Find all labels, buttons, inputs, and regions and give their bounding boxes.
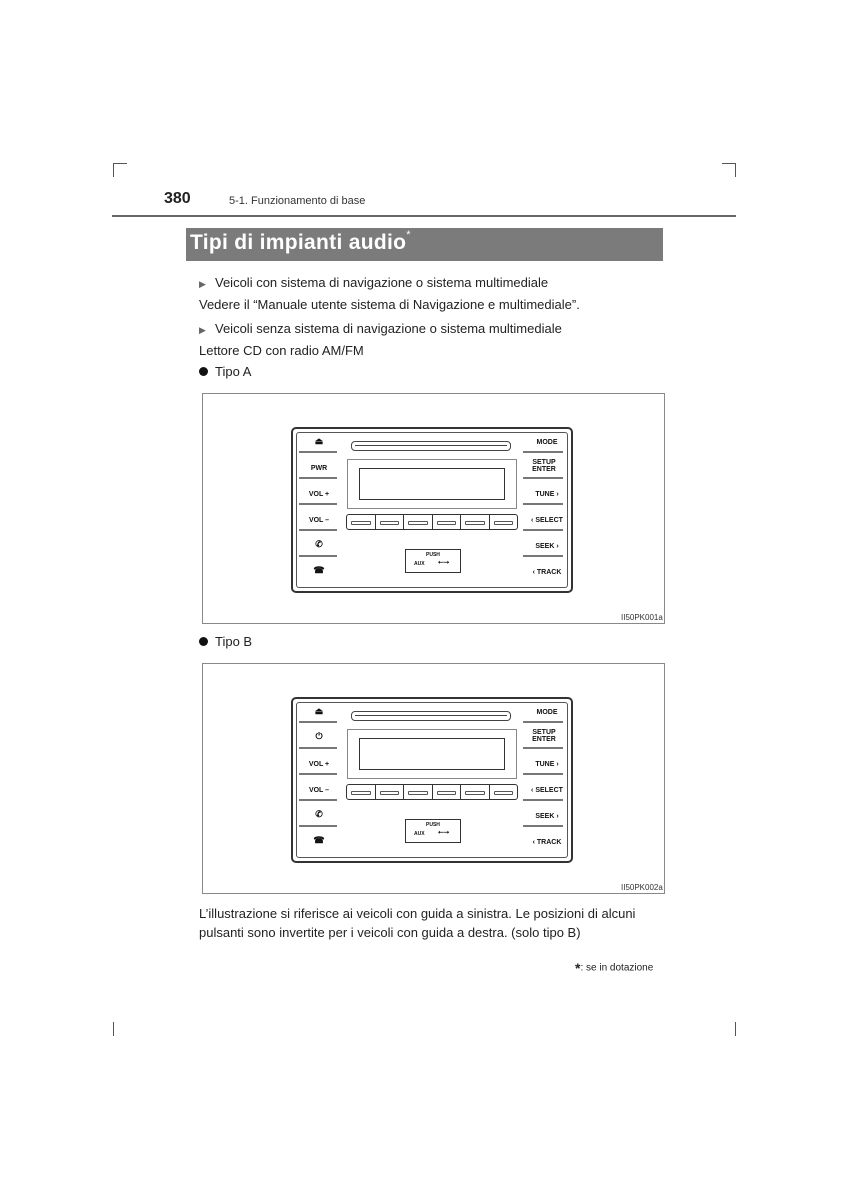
crop-mark <box>113 1022 114 1036</box>
bullet-item <box>199 634 252 649</box>
note-line: L’illustrazione si riferisce ai veicoli con guida a sinistra. Le posizioni di alcuni <box>199 906 636 921</box>
triangle-bullet-icon: ▶ <box>199 279 206 289</box>
list-item <box>199 321 562 336</box>
bullet-text: Tipo B <box>215 634 253 649</box>
radio-unit <box>291 697 573 863</box>
footnote-asterisk: * <box>575 960 581 976</box>
preset-buttons <box>346 514 518 530</box>
triangle-bullet-icon: ▶ <box>199 325 206 335</box>
vol-up-button[interactable]: VOL + <box>308 491 330 498</box>
section-title: 5-1. Funzionamento di base <box>229 195 366 207</box>
footnote <box>575 960 653 976</box>
circle-bullet-icon <box>199 367 208 376</box>
seek-button[interactable]: SEEK › <box>535 813 559 820</box>
preset-button[interactable] <box>347 515 376 529</box>
crop-mark <box>735 163 736 177</box>
aux-port[interactable]: AUX <box>414 831 425 837</box>
crop-mark <box>113 163 127 164</box>
tune-button[interactable]: TUNE › <box>535 491 559 498</box>
track-button[interactable]: ‹ TRACK <box>532 839 562 846</box>
figure-type-b <box>202 663 665 894</box>
phone-pickup-icon[interactable]: ✆ <box>315 809 323 819</box>
preset-button[interactable] <box>404 515 433 529</box>
preset-buttons <box>346 784 518 800</box>
preset-button[interactable] <box>404 785 433 799</box>
title-asterisk: * <box>406 229 411 241</box>
note-line: pulsanti sono invertite per i veicoli con guida a destra. (solo tipo B) <box>199 925 581 940</box>
preset-button[interactable] <box>461 785 490 799</box>
list-item <box>199 275 548 290</box>
eject-button[interactable]: ⏏ <box>314 706 324 716</box>
aux-port[interactable]: AUX <box>414 561 425 567</box>
page-title <box>190 231 411 255</box>
phone-pickup-icon[interactable]: ✆ <box>315 539 323 549</box>
vol-down-button[interactable]: VOL – <box>308 787 330 794</box>
bullet-text: Tipo A <box>215 364 252 379</box>
crop-mark <box>113 163 114 177</box>
preset-button[interactable] <box>490 785 518 799</box>
track-button[interactable]: ‹ TRACK <box>532 569 562 576</box>
figure-code: II50PK001a <box>621 613 663 622</box>
setup-enter-button[interactable]: SETUP ENTER <box>532 729 556 743</box>
crop-mark <box>722 163 736 164</box>
seek-button[interactable]: SEEK › <box>535 543 559 550</box>
preset-button[interactable] <box>376 785 405 799</box>
preset-button[interactable] <box>433 515 462 529</box>
cd-slot <box>351 441 511 451</box>
aux-usb-panel <box>405 819 461 843</box>
preset-button[interactable] <box>376 515 405 529</box>
header-rule <box>112 215 736 217</box>
preset-button[interactable] <box>433 785 462 799</box>
preset-button[interactable] <box>461 515 490 529</box>
cd-slot <box>351 711 511 721</box>
preset-button[interactable] <box>490 515 518 529</box>
aux-usb-panel <box>405 549 461 573</box>
push-label: PUSH <box>426 552 440 558</box>
tune-button[interactable]: TUNE › <box>535 761 559 768</box>
page-title-text: Tipi di impianti audio <box>190 231 407 254</box>
footnote-text: : se in dotazione <box>580 962 654 974</box>
preset-button[interactable] <box>347 785 376 799</box>
circle-bullet-icon <box>199 637 208 646</box>
paragraph: Vedere il “Manuale utente sistema di Navigazione e multimediale”. <box>199 297 580 312</box>
eject-button[interactable]: ⏏ <box>314 436 324 446</box>
display-screen <box>359 738 505 770</box>
figure-type-a <box>202 393 665 624</box>
select-button[interactable]: ‹ SELECT <box>531 517 563 524</box>
phone-hangup-icon[interactable]: ☎ <box>313 835 325 845</box>
phone-hangup-icon[interactable]: ☎ <box>313 565 325 575</box>
figure-code: II50PK002a <box>621 883 663 892</box>
push-label: PUSH <box>426 822 440 828</box>
display-screen <box>359 468 505 500</box>
power-icon[interactable]: ⏻ <box>315 731 323 741</box>
usb-icon[interactable]: ⭠⭢ <box>438 559 450 566</box>
bullet-item <box>199 364 251 379</box>
item-text: Veicoli senza sistema di navigazione o sistema multimediale <box>215 321 562 336</box>
pwr-button[interactable]: PWR <box>310 465 328 472</box>
crop-mark <box>735 1022 736 1036</box>
vol-up-button[interactable]: VOL + <box>308 761 330 768</box>
vol-down-button[interactable]: VOL – <box>308 517 330 524</box>
page-number: 380 <box>164 190 191 207</box>
select-button[interactable]: ‹ SELECT <box>531 787 563 794</box>
mode-button[interactable]: MODE <box>536 439 558 446</box>
mode-button[interactable]: MODE <box>536 709 558 716</box>
usb-icon[interactable]: ⭠⭢ <box>438 829 450 836</box>
setup-enter-button[interactable]: SETUP ENTER <box>532 459 556 473</box>
radio-unit <box>291 427 573 593</box>
item-text: Veicoli con sistema di navigazione o sistema multimediale <box>215 275 549 290</box>
paragraph: Lettore CD con radio AM/FM <box>199 343 364 358</box>
